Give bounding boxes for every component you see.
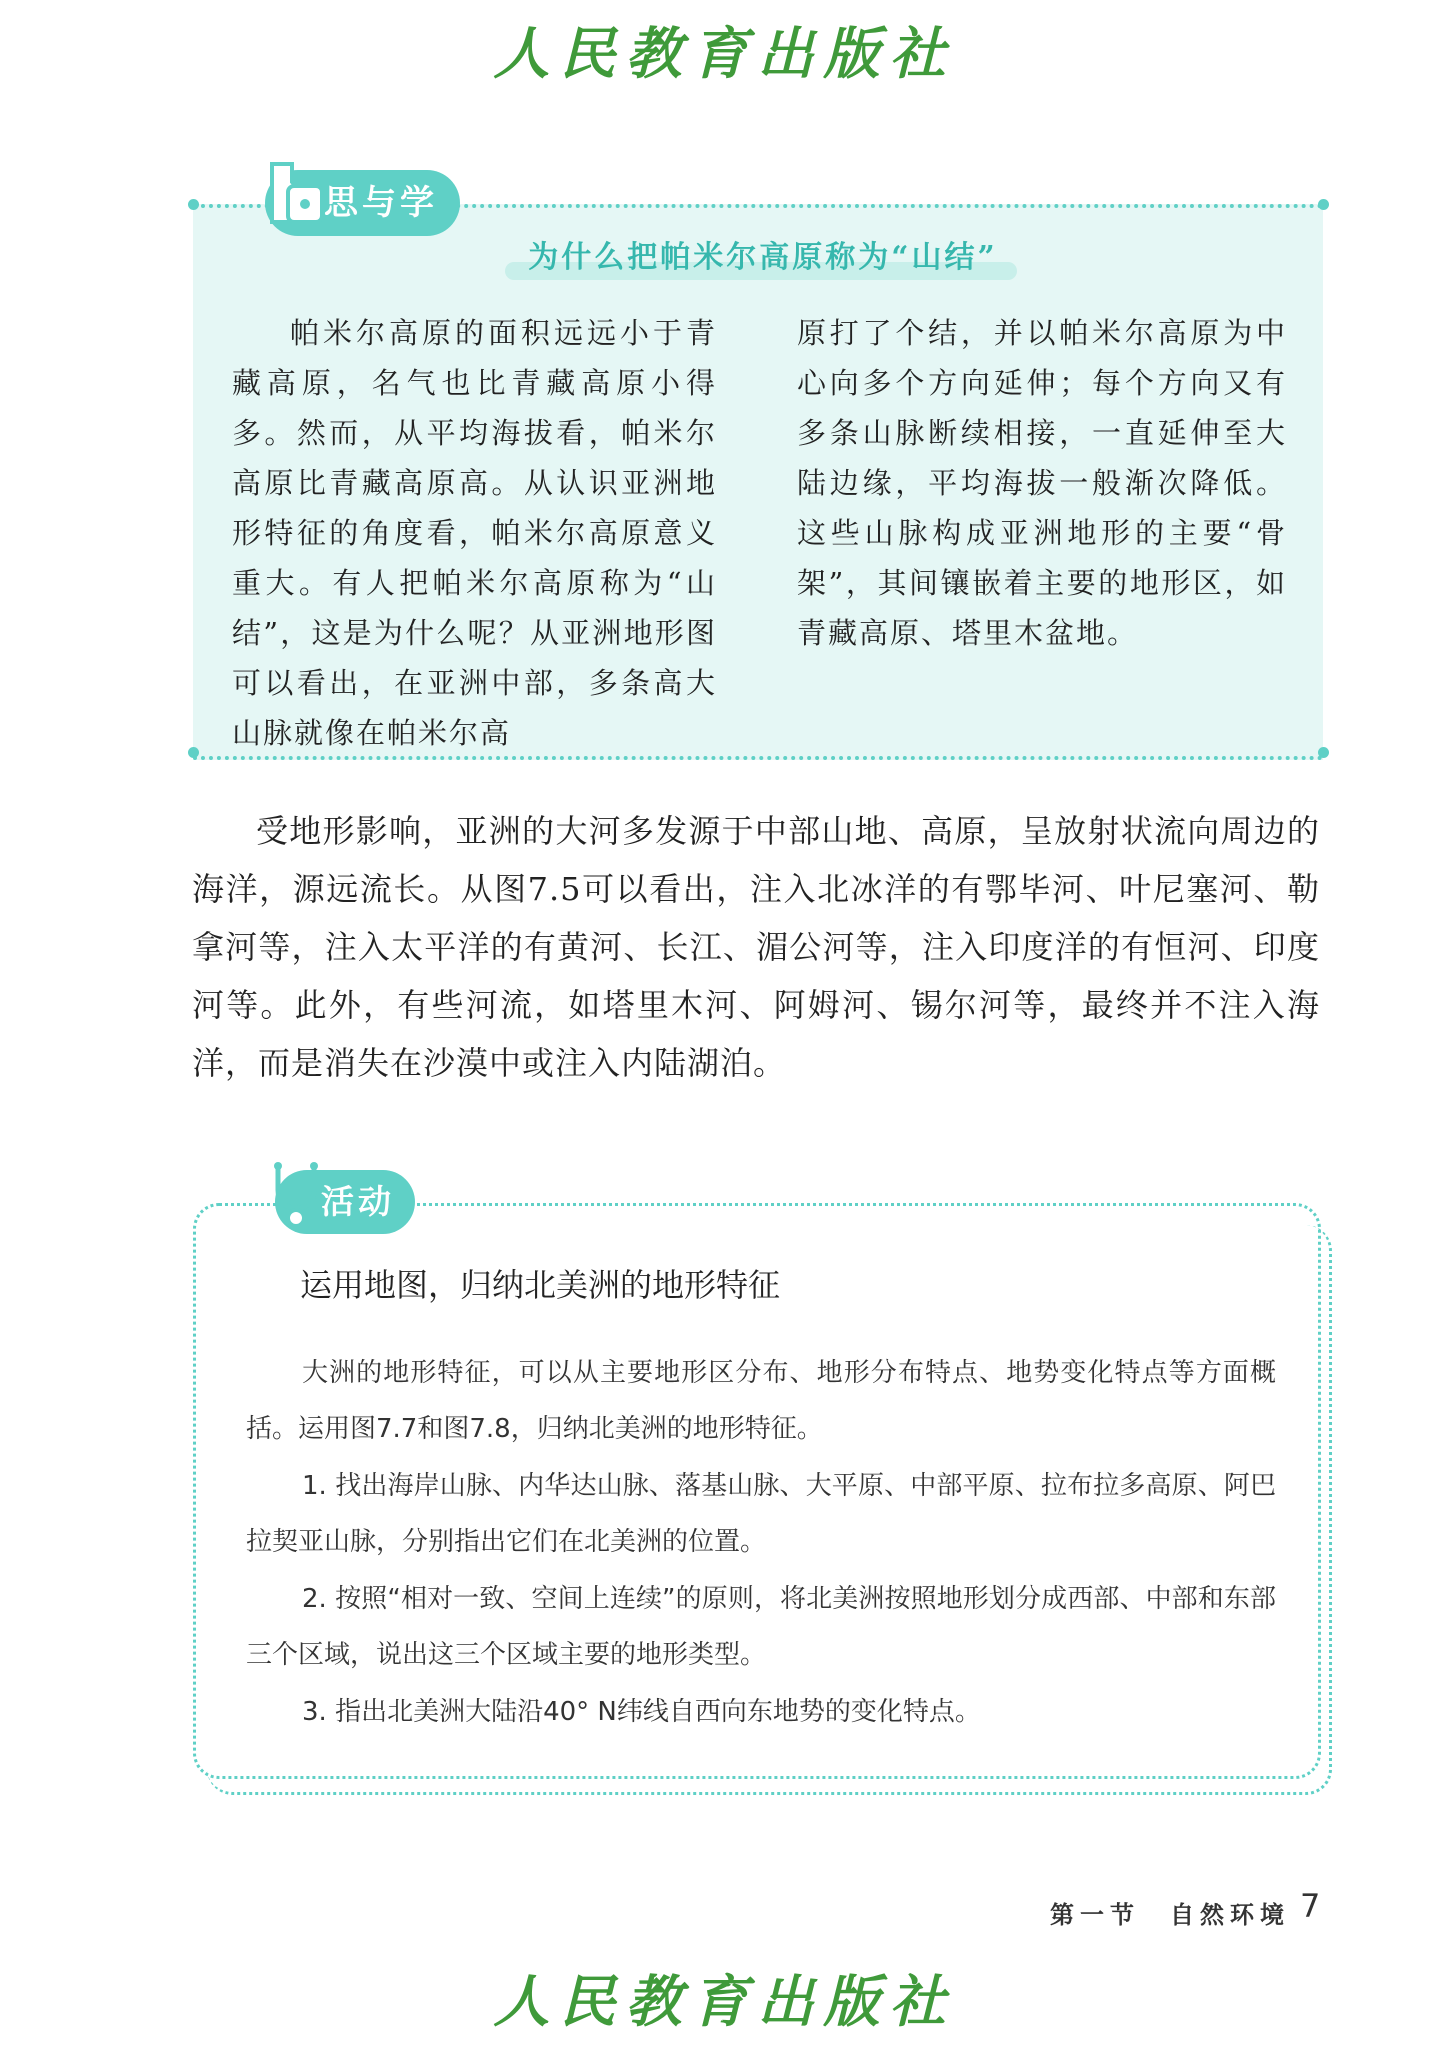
activity-item: 3. 指出北美洲大陆沿40° N纬线自西向东地势的变化特点。	[302, 1697, 981, 1727]
dot-marker	[188, 747, 199, 758]
activity-intro: 大洲的地形特征，可以从主要地形区分布、地形分布特点、地势变化特点等方面概括。运用图7.7和图7.8，归纳北美洲的地形特征。	[246, 1358, 1276, 1444]
book-bookmark-icon	[266, 160, 330, 230]
publisher-logo-top: 人民教育出版社	[493, 21, 956, 87]
think-learn-badge: 思与学	[265, 170, 460, 236]
text-column: 原打了个结，并以帕米尔高原为中心向多个方向延伸；每个方向又有多条山脉断续相接，一直延伸至大陆边缘，平均海拔一般渐次降低。这些山脉构成亚洲地形的主要“骨架”，其间镶嵌着主要的地形区，如青藏高原、塔里木盆地。	[797, 316, 1287, 650]
activity-badge: 活动	[275, 1170, 415, 1234]
activity-item: 2. 按照“相对一致、空间上连续”的原则，将北美洲按照地形划分成西部、中部和东部三个区域，说出这三个区域主要的地形类型。	[246, 1584, 1276, 1670]
dot-marker	[1318, 199, 1329, 210]
dot-marker	[188, 199, 199, 210]
think-learn-text-right	[797, 308, 1287, 658]
dot-marker	[1318, 747, 1329, 758]
stethoscope-icon	[268, 1160, 330, 1230]
body-paragraph: 受地形影响，亚洲的大河多发源于中部山地、高原，呈放射状流向周边的海洋，源远流长。从图7.5可以看出，注入北冰洋的有鄂毕河、叶尼塞河、勒拿河等，注入太平洋的有黄河、长江、湄公河等，注入印度洋的有恒河、印度河等。此外，有些河流，如塔里木河、阿姆河、锡尔河等，最终并不注入海洋，而是消失在沙漠中或注入内陆湖泊。	[192, 812, 1320, 1082]
think-learn-title: 为什么把帕米尔高原称为“山结”	[528, 240, 998, 275]
activity-item: 1. 找出海岸山脉、内华达山脉、落基山脉、大平原、中部平原、拉布拉多高原、阿巴拉契亚山脉，分别指出它们在北美洲的位置。	[246, 1471, 1276, 1557]
text-column: 帕米尔高原的面积远远小于青藏高原，名气也比青藏高原小得多。然而，从平均海拔看，帕米尔高原比青藏高原高。从认识亚洲地形特征的角度看，帕米尔高原意义重大。有人把帕米尔高原称为“山结”，这是为什么呢？从亚洲地形图可以看出，在亚洲中部，多条高大山脉就像在帕米尔高	[232, 316, 717, 750]
section-label: 第一节 自然环境	[1050, 1900, 1290, 1929]
publisher-logo-bottom: 人民教育出版社	[493, 1969, 956, 2035]
page-number: 7	[1300, 1887, 1321, 1925]
think-learn-text-left	[232, 308, 717, 758]
activity-heading: 运用地图，归纳北美洲的地形特征	[300, 1266, 781, 1304]
